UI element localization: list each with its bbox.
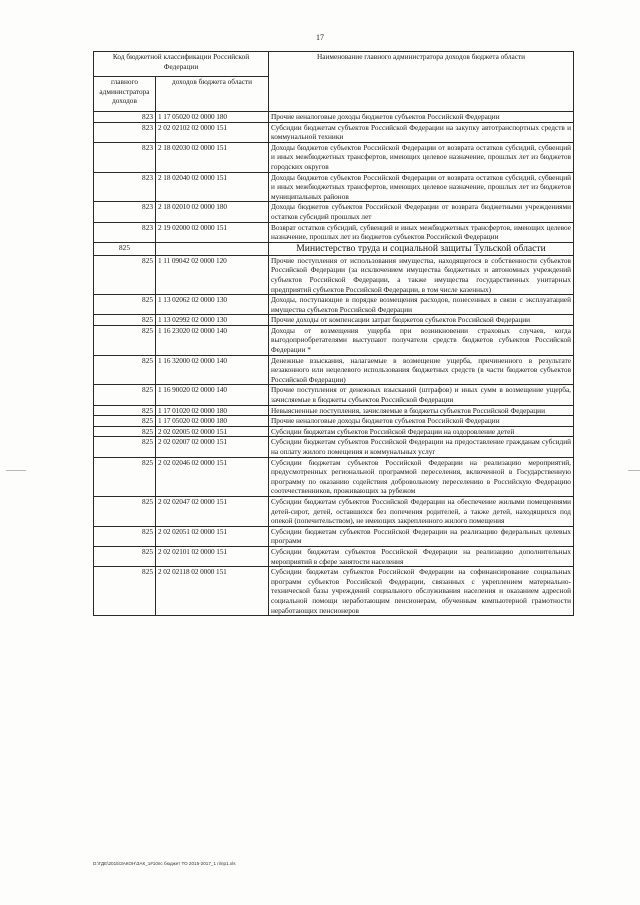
table-row xyxy=(94,295,574,315)
revenue-code-cell: 1 16 90020 02 0000 140 xyxy=(156,385,269,405)
table-row xyxy=(94,172,574,202)
revenue-code-cell: 1 16 23020 02 0000 140 xyxy=(156,325,269,355)
revenue-name-cell: Доходы бюджетов субъектов Российской Федерации от возврата бюджетными учреждениями остатков субсидий прошлых лет xyxy=(269,202,574,222)
admin-code-cell: 823 xyxy=(94,122,156,142)
page-number: 17 xyxy=(316,33,324,42)
revenue-code-cell: 2 02 02047 02 0000 151 xyxy=(156,496,269,526)
table-row xyxy=(94,355,574,385)
revenue-name-cell: Субсидии бюджетам субъектов Российской Федерации на закупку автотранспортных средств и коммунальной техники xyxy=(269,122,574,142)
table-row xyxy=(94,426,574,437)
revenue-code-cell: 2 02 02007 02 0000 151 xyxy=(156,437,269,457)
table-row xyxy=(94,405,574,416)
table-row xyxy=(94,202,574,222)
admin-code-cell: 825 xyxy=(94,242,156,255)
table-row xyxy=(94,457,574,496)
revenue-code-cell: 2 02 02102 02 0000 151 xyxy=(156,122,269,142)
table-row xyxy=(94,255,574,294)
table-row xyxy=(94,142,574,172)
revenue-code-cell xyxy=(156,242,269,255)
admin-code-cell: 825 xyxy=(94,567,156,616)
revenue-name-cell: Прочие неналоговые доходы бюджетов субъектов Российской Федерации xyxy=(269,112,574,123)
admin-code-cell: 825 xyxy=(94,355,156,385)
table-header-row xyxy=(94,52,574,77)
revenue-code-cell: 2 02 02005 02 0000 151 xyxy=(156,426,269,437)
table-row xyxy=(94,496,574,526)
admin-code-cell: 823 xyxy=(94,142,156,172)
admin-code-cell: 825 xyxy=(94,385,156,405)
table-row xyxy=(94,112,574,123)
revenue-code-cell: 2 02 02118 02 0000 151 xyxy=(156,567,269,616)
header-classification-code: Код бюджетной классификации Российской Федерации xyxy=(94,52,269,77)
revenue-code-cell: 1 17 05020 02 0000 180 xyxy=(156,112,269,123)
revenue-code-cell: 1 13 02992 02 0000 130 xyxy=(156,315,269,326)
admin-code-cell: 823 xyxy=(94,202,156,222)
revenue-name-cell: Невыясненные поступления, зачисляемые в бюджеты субъектов Российской Федерации xyxy=(269,405,574,416)
table-row xyxy=(94,315,574,326)
ministry-name-cell: Министерство труда и социальной защиты Тульской области xyxy=(269,242,574,255)
admin-code-cell: 825 xyxy=(94,325,156,355)
revenue-name-cell: Прочие доходы от компенсации затрат бюджетов субъектов Российской Федерации xyxy=(269,315,574,326)
table-row xyxy=(94,416,574,427)
revenue-code-cell: 2 18 02010 02 0000 180 xyxy=(156,202,269,222)
table-row xyxy=(94,122,574,142)
revenue-name-cell: Субсидии бюджетам субъектов Российской Федерации на реализацию мероприятий, предусмотренных региональной программой переселения, включенной в Государственную программу по оказанию содействия добровольному переселению в Российскую Федерацию соотечественников, проживающих за рубежом xyxy=(269,457,574,496)
admin-code-cell: 825 xyxy=(94,255,156,294)
revenue-name-cell: Субсидии бюджетам субъектов Российской Федерации на предоставление гражданам субсидий на оплату жилого помещения и коммунальных услуг xyxy=(269,437,574,457)
admin-code-cell: 823 xyxy=(94,222,156,242)
scan-edge-mark xyxy=(628,470,640,471)
admin-code-cell: 825 xyxy=(94,315,156,326)
header-administrator-name: Наименование главного администратора доходов бюджета области xyxy=(269,52,574,112)
table-body xyxy=(94,112,574,616)
header-budget-revenue: доходов бюджета области xyxy=(156,77,269,112)
revenue-code-cell: 1 17 05020 02 0000 180 xyxy=(156,416,269,427)
revenue-name-cell: Субсидии бюджетам субъектов Российской Федерации на реализацию федеральных целевых программ xyxy=(269,526,574,546)
revenue-code-cell: 2 18 02030 02 0000 151 xyxy=(156,142,269,172)
revenue-name-cell: Субсидии бюджетам субъектов Российской Федерации на оздоровление детей xyxy=(269,426,574,437)
admin-code-cell: 825 xyxy=(94,496,156,526)
admin-code-cell: 825 xyxy=(94,457,156,496)
revenue-code-cell: 2 19 02000 02 0000 151 xyxy=(156,222,269,242)
revenue-name-cell: Прочие поступления от денежных взысканий (штрафов) и иных сумм в возмещение ущерба, зачисляемые в бюджеты субъектов Российской Федерации xyxy=(269,385,574,405)
header-main-administrator: главного администратора доходов xyxy=(94,77,156,112)
admin-code-cell: 823 xyxy=(94,112,156,123)
admin-code-cell: 825 xyxy=(94,426,156,437)
table-row xyxy=(94,325,574,355)
table-row xyxy=(94,546,574,566)
file-path-footer: D:\ГДЕ\2015\ЗАКОН\ЗАК_1#10пс бюджет ТО 2015-2017_1 п\пр1.xls xyxy=(93,861,236,866)
revenue-name-cell: Прочие поступления от использования имущества, находящегося в собственности субъектов Российской Федерации (за исключением имущества бюджетных и автономных учреждений субъектов Российской Федерации, а также имущества государственных унитарных предприятий субъектов Российской Федерации, в том числе казенных) xyxy=(269,255,574,294)
revenue-name-cell: Прочие неналоговые доходы бюджетов субъектов Российской Федерации xyxy=(269,416,574,427)
admin-code-cell: 825 xyxy=(94,416,156,427)
admin-code-cell: 823 xyxy=(94,172,156,202)
table-row xyxy=(94,222,574,242)
admin-code-cell: 825 xyxy=(94,546,156,566)
revenue-name-cell: Субсидии бюджетам субъектов Российской Федерации на реализацию дополнительных мероприятий в сфере занятости населения xyxy=(269,546,574,566)
revenue-name-cell: Доходы, поступающие в порядке возмещения расходов, понесенных в связи с эксплуатацией имущества субъектов Российской Федерации xyxy=(269,295,574,315)
admin-code-cell: 825 xyxy=(94,405,156,416)
revenue-name-cell: Доходы бюджетов субъектов Российской Федерации от возврата остатков субсидий, субвенций и иных межбюджетных трансфертов, имеющих целевое назначение, прошлых лет из бюджетов городских округов xyxy=(269,142,574,172)
table-row xyxy=(94,437,574,457)
admin-code-cell: 825 xyxy=(94,295,156,315)
revenue-name-cell: Субсидии бюджетам субъектов Российской Федерации на обеспечение жилыми помещениями детей-сирот, детей, оставшихся без попечения родителей, а также детей, находящихся под опекой (попечительством), не имеющих закрепленного жилого помещения xyxy=(269,496,574,526)
revenue-code-cell: 2 02 02046 02 0000 151 xyxy=(156,457,269,496)
revenue-code-cell: 2 18 02040 02 0000 151 xyxy=(156,172,269,202)
scan-edge-mark xyxy=(6,470,26,471)
admin-code-cell: 825 xyxy=(94,437,156,457)
table-row xyxy=(94,385,574,405)
revenue-name-cell: Доходы бюджетов субъектов Российской Федерации от возврата остатков субсидий, субвенций и иных межбюджетных трансфертов, имеющих целевое назначение, прошлых лет из бюджетов муниципальных районов xyxy=(269,172,574,202)
table-row xyxy=(94,567,574,616)
revenue-name-cell: Субсидии бюджетам субъектов Российской Федерации на софинансирование социальных программ субъектов Российской Федерации, связанных с укреплением материально-технической базы учреждений социального обслуживания населения и оказанием адресной социальной помощи неработающим пенсионерам, обученным компьютерной грамотности неработающих пенсионеров xyxy=(269,567,574,616)
ministry-header-row xyxy=(94,242,574,255)
revenue-name-cell: Доходы от возмещения ущерба при возникновении страховых случаев, когда выгодоприобретателями выступают получатели средств бюджетов субъектов Российской Федерации * xyxy=(269,325,574,355)
revenue-name-cell: Денежные взыскания, налагаемые в возмещение ущерба, причиненного в результате незаконного или нецелевого использования бюджетных средств (в части бюджетов субъектов Российской Федерации) xyxy=(269,355,574,385)
revenue-code-cell: 1 13 02062 02 0000 130 xyxy=(156,295,269,315)
revenue-code-cell: 1 11 09042 02 0000 120 xyxy=(156,255,269,294)
revenue-code-cell: 1 17 01020 02 0000 180 xyxy=(156,405,269,416)
revenue-name-cell: Возврат остатков субсидий, субвенций и иных межбюджетных трансфертов, имеющих целевое назначение, прошлых лет из бюджетов субъектов Российской Федерации xyxy=(269,222,574,242)
revenue-code-cell: 2 02 02101 02 0000 151 xyxy=(156,546,269,566)
budget-classification-table xyxy=(93,51,574,616)
table-row xyxy=(94,526,574,546)
admin-code-cell: 825 xyxy=(94,526,156,546)
revenue-code-cell: 2 02 02051 02 0000 151 xyxy=(156,526,269,546)
revenue-code-cell: 1 16 32000 02 0000 140 xyxy=(156,355,269,385)
